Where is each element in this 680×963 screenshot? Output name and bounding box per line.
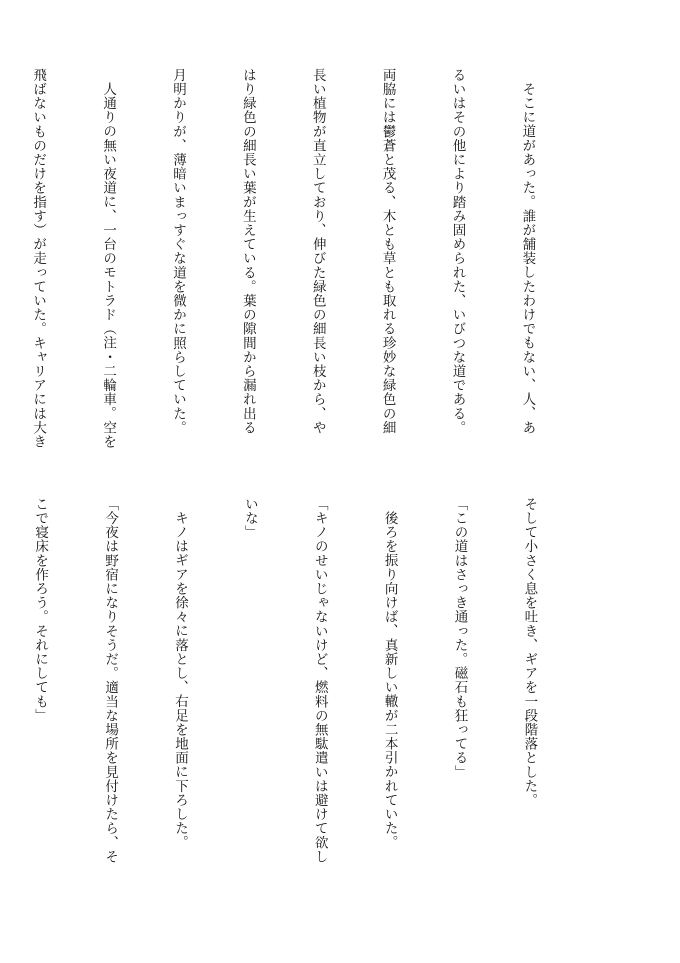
text-line: 人通りの無い夜道に、一台のモトラド（注・二輪車。空を — [100, 81, 117, 449]
text-line: そして小さく息を吐き、ギアを一段階落とした。 — [521, 497, 538, 808]
text-line: キノはギアを徐々に落とし、右足を地面に下ろした。 — [171, 510, 188, 849]
text-line: 月明かりが、薄暗いまっすぐな道を微かに照らしていた。 — [169, 68, 186, 435]
top-text-block — [0, 68, 585, 449]
text-line: 長い植物が直立しており、伸びた緑色の細長い枝から、や — [309, 68, 326, 435]
text-line: 両脇には鬱蒼と茂る、木とも草とも取れる珍妙な緑色の細 — [379, 68, 396, 435]
bottom-text-block — [0, 497, 587, 877]
dialogue-line: 「この道はさっき通った。磁石も狂ってる」 — [451, 497, 468, 779]
text-line: いな」 — [241, 497, 258, 540]
text-line: はり緑色の細長い葉が生えている。葉の隙間から漏れ出る — [239, 68, 256, 435]
text-line: そこに道があった。誰が舗装したわけでもない、人、あ — [519, 81, 536, 434]
text-line: こで寝床を作ろう。それにしても」 — [32, 497, 49, 723]
dialogue-line: 「キノのせいじゃないけど、燃料の無駄遣いは避けて欲し — [311, 497, 328, 864]
text-line: 飛ばないものだけを指す）が走っていた。キャリアには大き — [30, 68, 47, 449]
text-line: 後ろを振り向けば、真新しい轍が二本引かれていた。 — [381, 510, 398, 849]
text-line: るいはその他により踏み固められた、いびつな道である。 — [449, 68, 466, 435]
dialogue-line: 「今夜は野宿になりそうだ。適当な場所を見付けたら、そ — [102, 497, 119, 864]
